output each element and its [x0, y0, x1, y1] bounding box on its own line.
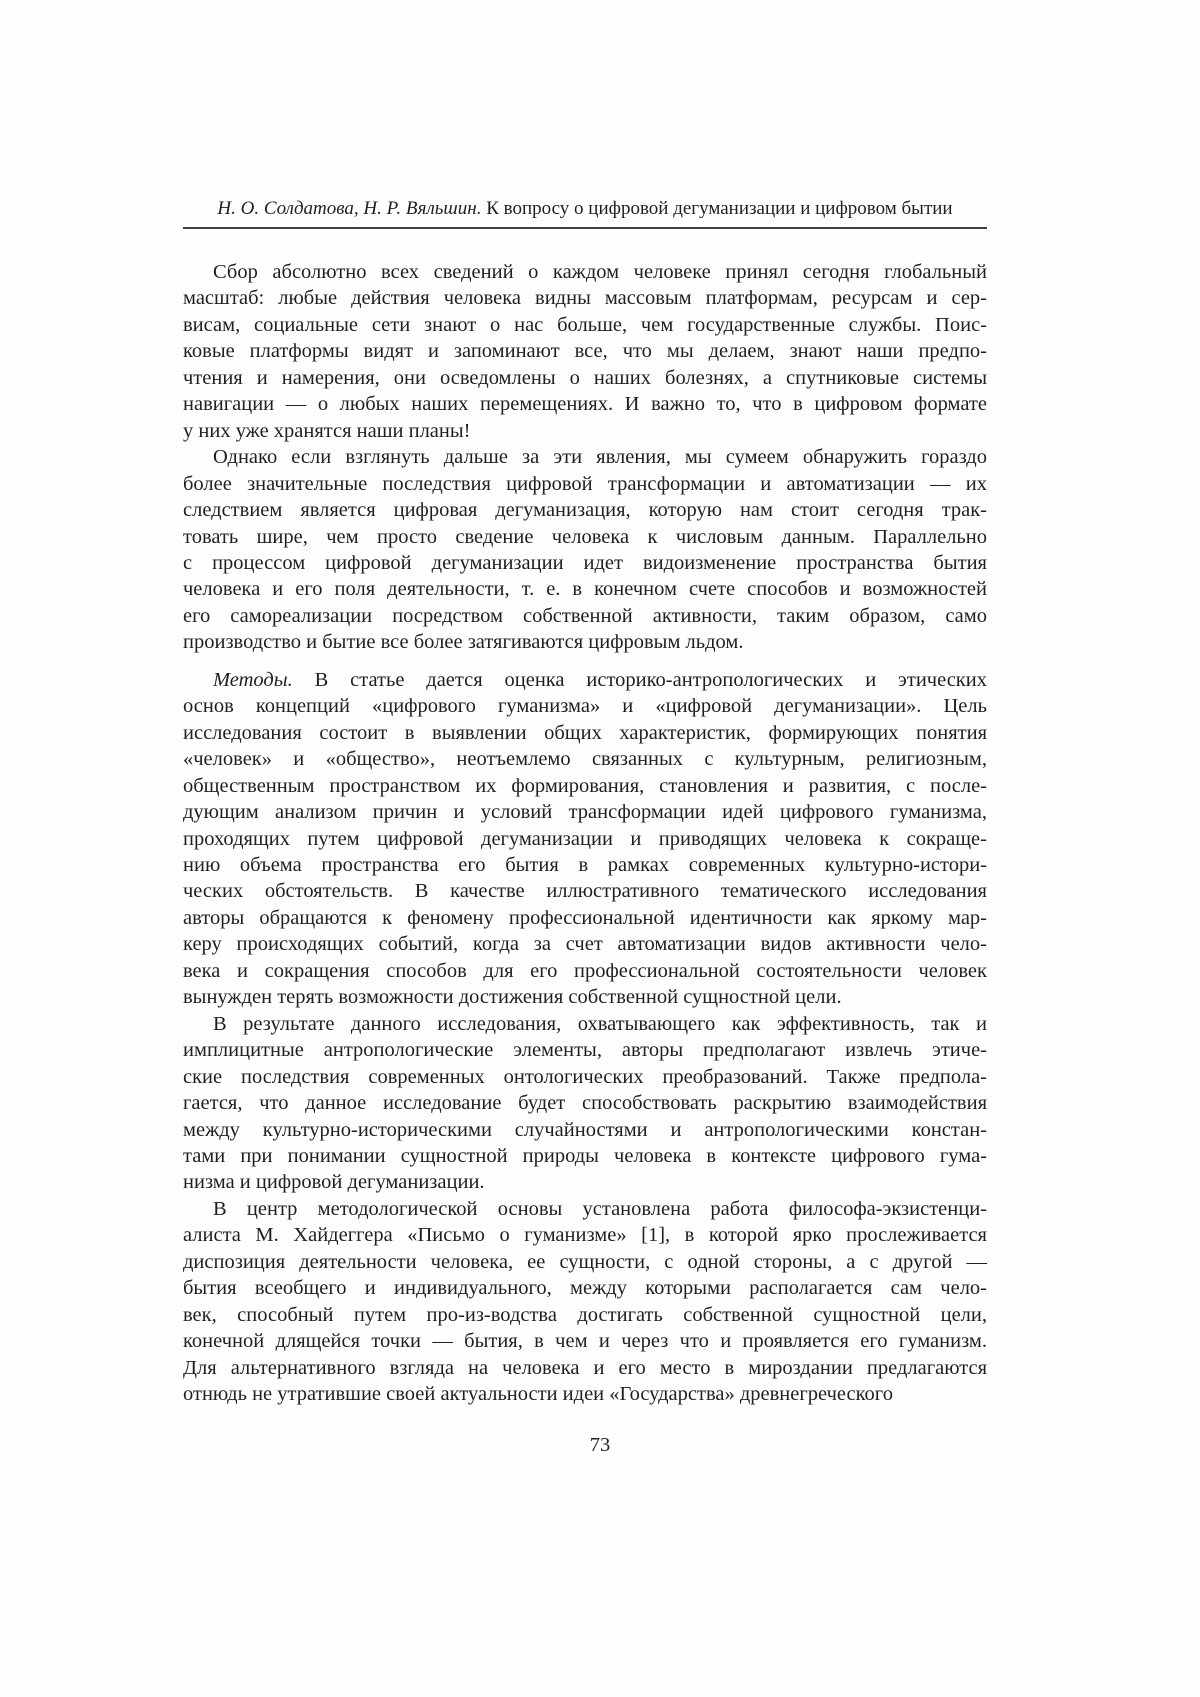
text-line: Сбор абсолютно всех сведений о каждом человеке принял сегодня глобальный [213, 261, 987, 283]
text-line: Для альтернативного взгляда на человека и его место в мироздании предлагаются [183, 1356, 987, 1379]
text-line: у них уже хранятся наши планы! [183, 419, 471, 442]
paragraph [183, 667, 987, 1011]
text-line: Однако если взглянуть дальше за эти явления, мы сумеем обнаружить гораздо [213, 446, 987, 469]
text-line: дующим анализом причин и условий трансформации идей цифрового гуманизма, [183, 801, 987, 824]
text-line: век, способный путем про-из-водства достигать собственной сущностной цели, [183, 1303, 987, 1326]
paragraph [183, 444, 987, 656]
text-line: с процессом цифровой дегуманизации идет видоизменение пространства бытия [183, 551, 987, 574]
text-line: алиста М. Хайдеггера «Письмо о гуманизме» [1], в которой ярко прослеживается [183, 1224, 987, 1247]
text-line: между культурно-историческими случайностями и антропологическими констан- [183, 1118, 987, 1141]
running-head [183, 197, 987, 220]
article-body [183, 259, 987, 1407]
paragraph [183, 259, 987, 444]
text-line: человека и его поля деятельности, т. е. в конечном счете способов и возможностей [183, 578, 987, 601]
text-line: низма и цифровой дегуманизации. [183, 1171, 485, 1194]
text-line: отнюдь не утратившие своей актуальности идеи «Государства» древнегреческого [183, 1383, 893, 1406]
text-line: навигации — о любых наших перемещениях. И важно то, что в цифровом формате [183, 393, 987, 416]
text-line: исследования состоит в выявлении общих характеристик, формирующих понятия [183, 721, 987, 744]
text-line: В результате данного исследования, охватывающего как эффективность, так и [213, 1012, 987, 1035]
text-line: висам, социальные сети знают о нас больше, чем государственные службы. Поис- [183, 313, 987, 336]
text-line: В центр методологической основы установлена работа философа-экзистенци- [213, 1197, 987, 1220]
text-line: Методы. В статье дается оценка историко-антропологических и этических [213, 668, 987, 691]
text-line: ческих обстоятельств. В качестве иллюстративного тематического исследования [183, 880, 987, 903]
lead-italic: Методы. [213, 668, 293, 691]
text-line: масштаб: любые действия человека видны массовым платформам, ресурсам и сер- [183, 287, 987, 310]
running-head-title: К вопросу о цифровой дегуманизации и цифровом бытии [486, 198, 953, 219]
text-line: конечной длящейся точки — бытия, в чем и через что и проявляется его гуманизм. [183, 1330, 987, 1353]
text-line: тами при понимании сущностной природы человека в контексте цифрового гума- [183, 1144, 987, 1167]
text-line: чтения и намерения, они осведомлены о наших болезнях, а спутниковые системы [183, 366, 987, 389]
text-line: ковые платформы видят и запоминают все, что мы делаем, знают наши предпо- [183, 340, 987, 363]
text-line: вынужден терять возможности достижения собственной сущностной цели. [183, 986, 842, 1009]
text-line: имплицитные антропологические элементы, авторы предполагают извлечь этиче- [183, 1039, 987, 1062]
text-line: его самореализации посредством собственной активности, таким образом, само [183, 604, 987, 627]
page-number: 73 [589, 1434, 611, 1456]
running-head-authors: Н. О. Солдатова, Н. Р. Вяльшин. [217, 198, 482, 219]
text-line: «человек» и «общество», неотъемлемо связанных с культурным, религиозным, [183, 748, 987, 771]
paragraph [183, 1196, 987, 1408]
text-line: основ концепций «цифрового гуманизма» и «цифровой дегуманизации». Цель [183, 695, 987, 718]
text-line: диспозиция деятельности человека, ее сущности, с одной стороны, а с другой — [183, 1250, 987, 1273]
text-line: производство и бытие все более затягиваются цифровым льдом. [183, 631, 744, 654]
text-line: товать шире, чем просто сведение человека к числовым данным. Параллельно [183, 525, 987, 548]
header-rule [183, 227, 987, 229]
text-line: более значительные последствия цифровой трансформации и автоматизации — их [183, 472, 987, 495]
text-line: проходящих путем цифровой дегуманизации и приводящих человека к сокраще- [183, 827, 987, 850]
text-line: авторы обращаются к феномену профессиональной идентичности как яркому мар- [183, 906, 987, 929]
text-line: керу происходящих событий, когда за счет автоматизации видов активности чело- [183, 933, 987, 956]
text-line: следствием является цифровая дегуманизация, которую нам стоит сегодня трак- [183, 499, 987, 522]
text-line: ские последствия современных онтологических преобразований. Также предпола- [183, 1065, 987, 1088]
text-line: гается, что данное исследование будет способствовать раскрытию взаимодействия [183, 1092, 987, 1115]
text-line: бытия всеобщего и индивидуального, между которыми располагается сам чело- [183, 1277, 987, 1300]
text-line: общественным пространством их формирования, становления и развития, с после- [183, 774, 987, 797]
text-line: века и сокращения способов для его профессиональной состоятельности человек [183, 959, 987, 982]
text-line: нию объема пространства его бытия в рамках современных культурно-истори- [183, 853, 987, 876]
paragraph [183, 1011, 987, 1196]
